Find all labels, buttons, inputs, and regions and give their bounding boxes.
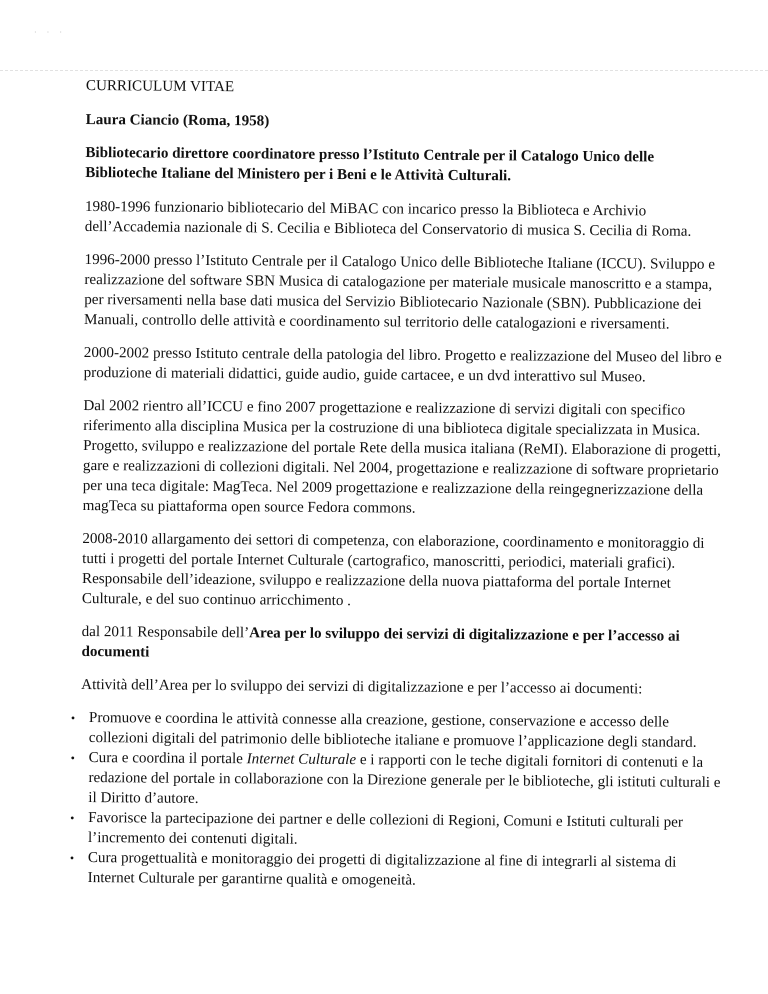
bullet-icon: •	[69, 850, 75, 865]
paragraph-1996-2000: 1996-2000 presso l’Istituto Centrale per il Catalogo Unico delle Biblioteche Italiane (ICCU). Sviluppo e realizzazione del software SBN Musica di catalogazione per materiale musicale manoscritto e a stampa, per riversamenti nella base dati musica del Servizio Bibliotecario Nazionale (SBN). Pubblicazione dei Manuali, controllo delle attività e coordinamento sul territorio delle catalogazioni e riversamenti.	[84, 251, 716, 333]
bullet-icon: •	[70, 750, 75, 765]
paragraph-2008-2010: 2008-2010 allargamento dei settori di competenza, con elaborazione, coordinamento e monitoraggio di tutti i progetti del portale Internet Culturale (cartografico, manoscritti, periodici, materiali grafici). Responsabile dell’ideazione, sviluppo e realizzazione della nuova piattaforma del portale Internet Culturale, e del suo continuo arricchimento .	[81, 530, 705, 610]
activities-heading: Attività dell’Area per lo sviluppo dei servizi di digitalizzazione e per l’accesso ai documenti:	[81, 676, 643, 698]
list-item	[70, 808, 720, 853]
document-page	[69, 76, 726, 893]
scan-edge-line	[0, 70, 768, 71]
list-item	[70, 748, 720, 813]
list-item-text: Promuove e coordina le attività connesse alla creazione, gestione, conservazione e accesso delle collezioni digitali del patrimonio delle biblioteche italiane e promuove l’applicazione degli standard.	[88, 710, 697, 751]
list-item-text: Favorisce la partecipazione dei partner e delle collezioni di Regioni, Comuni e Istituti culturali per l’incremento dei contenuti digitali.	[87, 810, 683, 848]
portal-name: Internet Culturale	[246, 751, 357, 769]
paragraph-2002-2009: Dal 2002 rientro all’ICCU e fino 2007 progettazione e realizzazione di servizi digitali con specifico riferimento alla disciplina Musica per la costruzione di una biblioteca digitale specializzata in Musica. Progetto, sviluppo e realizzazione del portale Rete della musica italiana (ReMI). Elaborazione di progetti, gare e realizzazioni di collezioni digitali. Nel 2004, progettazione e realizzazione di software proprietario per una teca digitale: MagTeca. Nel 2009 progettazione e realizzazione della reingegnerizzazione della magTeca su piattaforma open source Fedora commons.	[82, 397, 722, 517]
activities-list	[69, 708, 721, 893]
list-item-text: Cura progettualità e monitoraggio dei progetti di digitalizzazione al fine di integrarli al sistema di Internet Culturale per garantirne qualità e omogeneità.	[87, 850, 677, 889]
area-title: Area per lo sviluppo dei servizi di digitalizzazione e per l’accesso ai documenti	[81, 625, 680, 661]
list-item	[71, 708, 721, 753]
paragraph-2000-2002: 2000-2002 presso Istituto centrale della patologia del libro. Progetto e realizzazione del Museo del libro e produzione di materiali didattici, guide audio, guide cartacee, e un dvd interattivo sul Museo.	[83, 344, 722, 386]
job-title: Bibliotecario direttore coordinatore presso l’Istituto Centrale per il Catalogo Unico delle Biblioteche Italiane del Ministero per i Beni e le Attività Culturali.	[85, 144, 655, 185]
bullet-icon: •	[70, 710, 76, 725]
bullet-icon: •	[70, 810, 75, 825]
list-item-text-start: Cura e coordina il portale	[88, 750, 247, 768]
area-responsibility	[81, 622, 721, 667]
document-title: CURRICULUM VITAE	[85, 77, 235, 96]
person-name: Laura Ciancio (Roma, 1958)	[85, 111, 270, 130]
scan-artifact: · · ·	[34, 28, 66, 37]
area-intro: dal 2011 Responsabile dell’	[81, 623, 250, 642]
list-item-text	[88, 750, 720, 807]
paragraph-1980-1996: 1980-1996 funzionario bibliotecario del MiBAC con incarico presso la Biblioteca e Archivio dell’Accademia nazionale di S. Cecilia e Biblioteca del Conservatorio di musica S. Cecilia di Roma.	[84, 198, 692, 240]
list-item-text-end: e i rapporti con le teche digitali fornitori di contenuti e la redazione del portale in collaborazione con la Direzione generale per le biblioteche, gli istituti culturali e il Diritto d’autore.	[88, 752, 721, 807]
list-item	[70, 848, 720, 893]
